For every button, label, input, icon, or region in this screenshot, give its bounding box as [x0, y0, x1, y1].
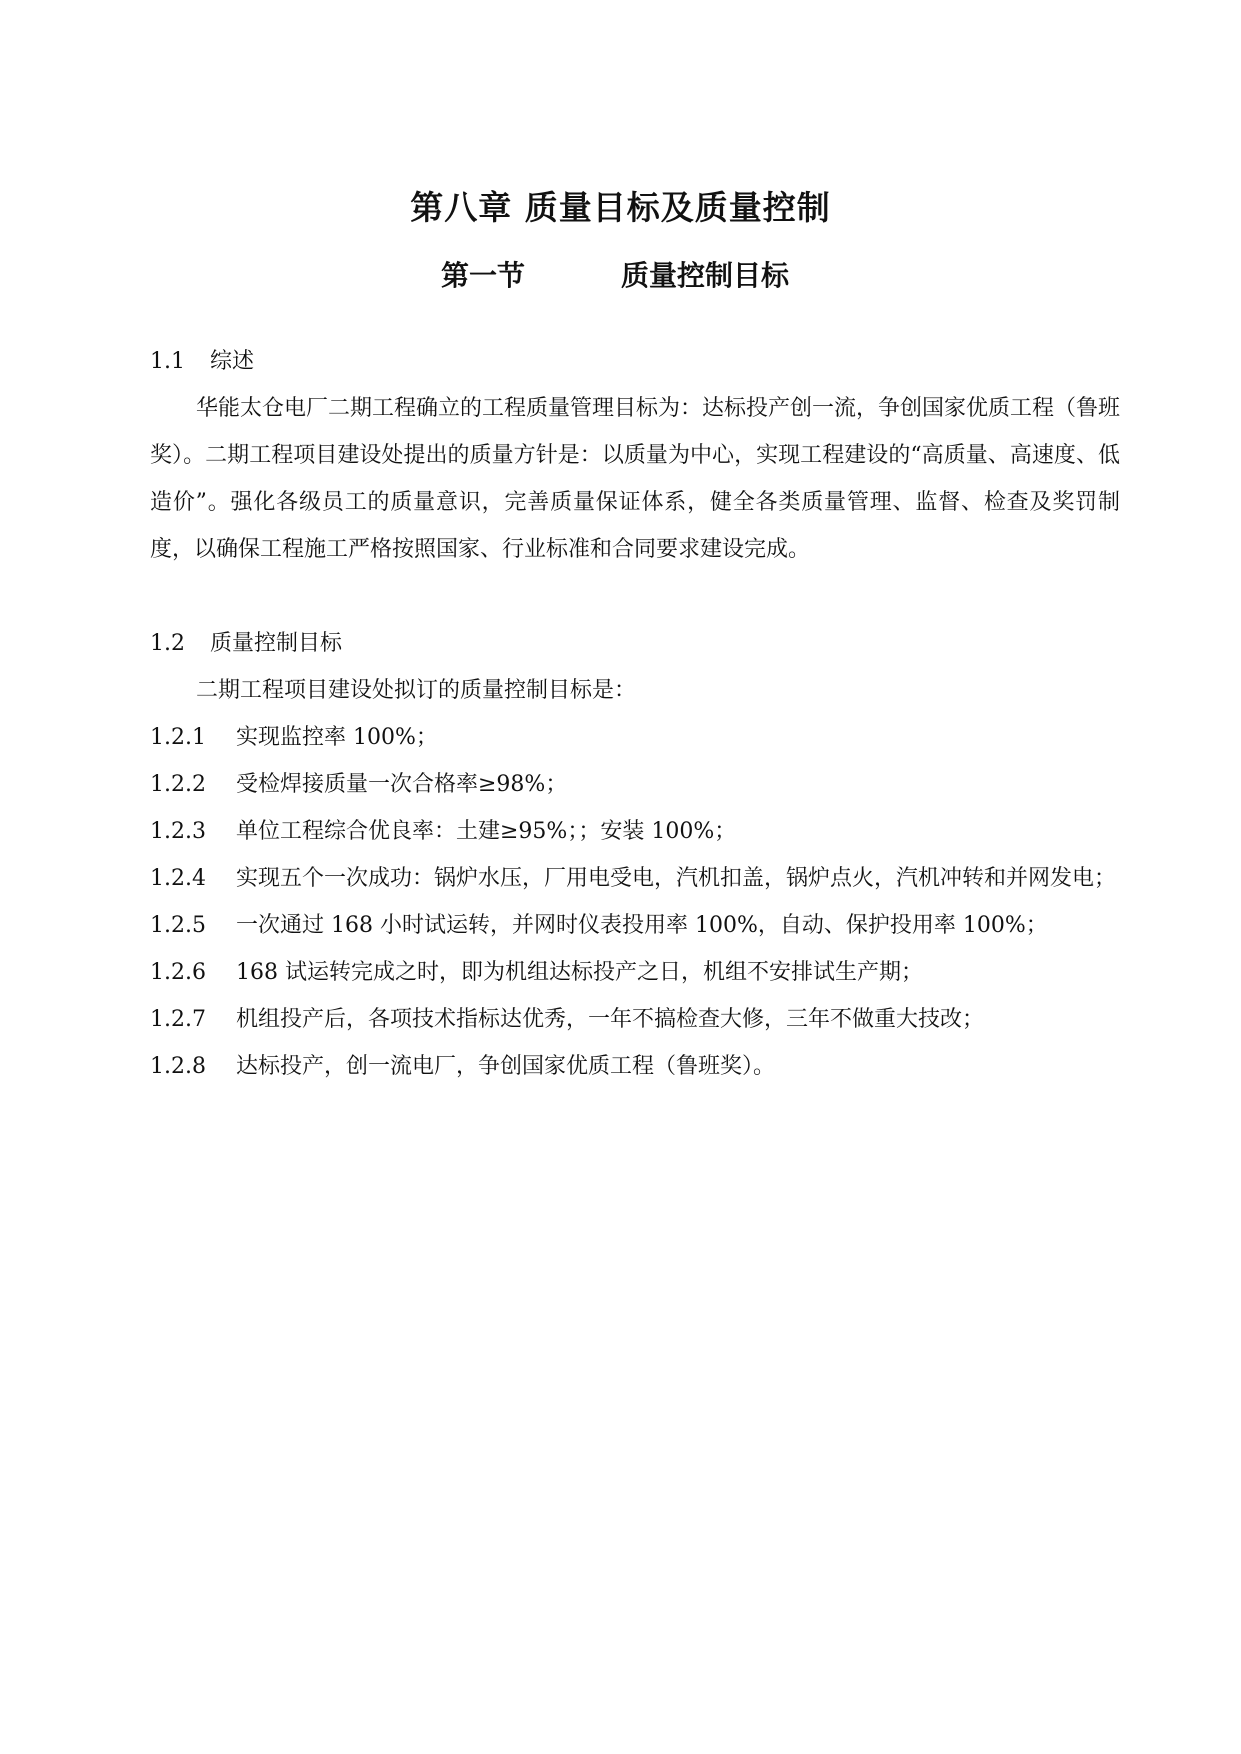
target-item [150, 1043, 1120, 1090]
item-text: 实现监控率 100%； [236, 725, 438, 750]
spacer [150, 573, 1120, 620]
target-item [150, 714, 1120, 761]
document-body [150, 338, 1120, 1090]
section-title: 质量控制目标 [621, 259, 790, 292]
target-item [150, 996, 1120, 1043]
target-item [150, 808, 1120, 855]
subsection-heading-1-1 [150, 338, 1120, 385]
item-number: 1.2.1 [150, 725, 206, 750]
item-text: 一次通过 168 小时试运转，并网时仪表投用率 100%，自动、保护投用率 100%； [236, 913, 1048, 938]
item-number: 1.2.5 [150, 913, 206, 938]
item-number: 1.2.3 [150, 819, 206, 844]
subsection-number: 1.1 [150, 349, 185, 374]
item-text: 单位工程综合优良率：土建≥95%；；安装 100%； [236, 819, 737, 844]
overview-paragraph: 华能太仓电厂二期工程确立的工程质量管理目标为：达标投产创一流，争创国家优质工程（鲁班奖）。二期工程项目建设处提出的质量方针是：以质量为中心，实现工程建设的“高质量、高速度、低造价”。强化各级员工的质量意识，完善质量保证体系，健全各类质量管理、监督、检查及奖罚制度，以确保工程施工严格按照国家、行业标准和合同要求建设完成。 [150, 396, 1121, 562]
item-text: 达标投产，创一流电厂，争创国家优质工程（鲁班奖）。 [236, 1054, 776, 1079]
subsection-title: 质量控制目标 [210, 631, 343, 656]
item-number: 1.2.7 [150, 1007, 206, 1032]
section-number: 第一节 [441, 259, 526, 292]
item-number: 1.2.4 [150, 866, 206, 891]
chapter-title: 第八章 质量目标及质量控制 [410, 188, 831, 227]
item-number: 1.2.8 [150, 1054, 206, 1079]
target-item [150, 855, 1120, 902]
item-text: 168 试运转完成之时，即为机组达标投产之日，机组不安排试生产期； [236, 960, 923, 985]
target-item [150, 902, 1120, 949]
item-text: 受检焊接质量一次合格率≥98%； [236, 772, 568, 797]
item-number: 1.2.6 [150, 960, 206, 985]
target-item [150, 949, 1120, 996]
item-text: 机组投产后，各项技术指标达优秀，一年不搞检查大修，三年不做重大技改； [236, 1007, 985, 1032]
targets-intro: 二期工程项目建设处拟订的质量控制目标是： [196, 678, 637, 703]
subsection-heading-1-2 [150, 620, 1120, 667]
subsection-title: 综述 [210, 349, 255, 374]
subsection-number: 1.2 [150, 631, 185, 656]
item-number: 1.2.2 [150, 772, 206, 797]
target-item [150, 761, 1120, 808]
item-text: 实现五个一次成功：锅炉水压，厂用电受电，汽机扣盖，锅炉点火，汽机冲转和并网发电； [236, 866, 1117, 891]
